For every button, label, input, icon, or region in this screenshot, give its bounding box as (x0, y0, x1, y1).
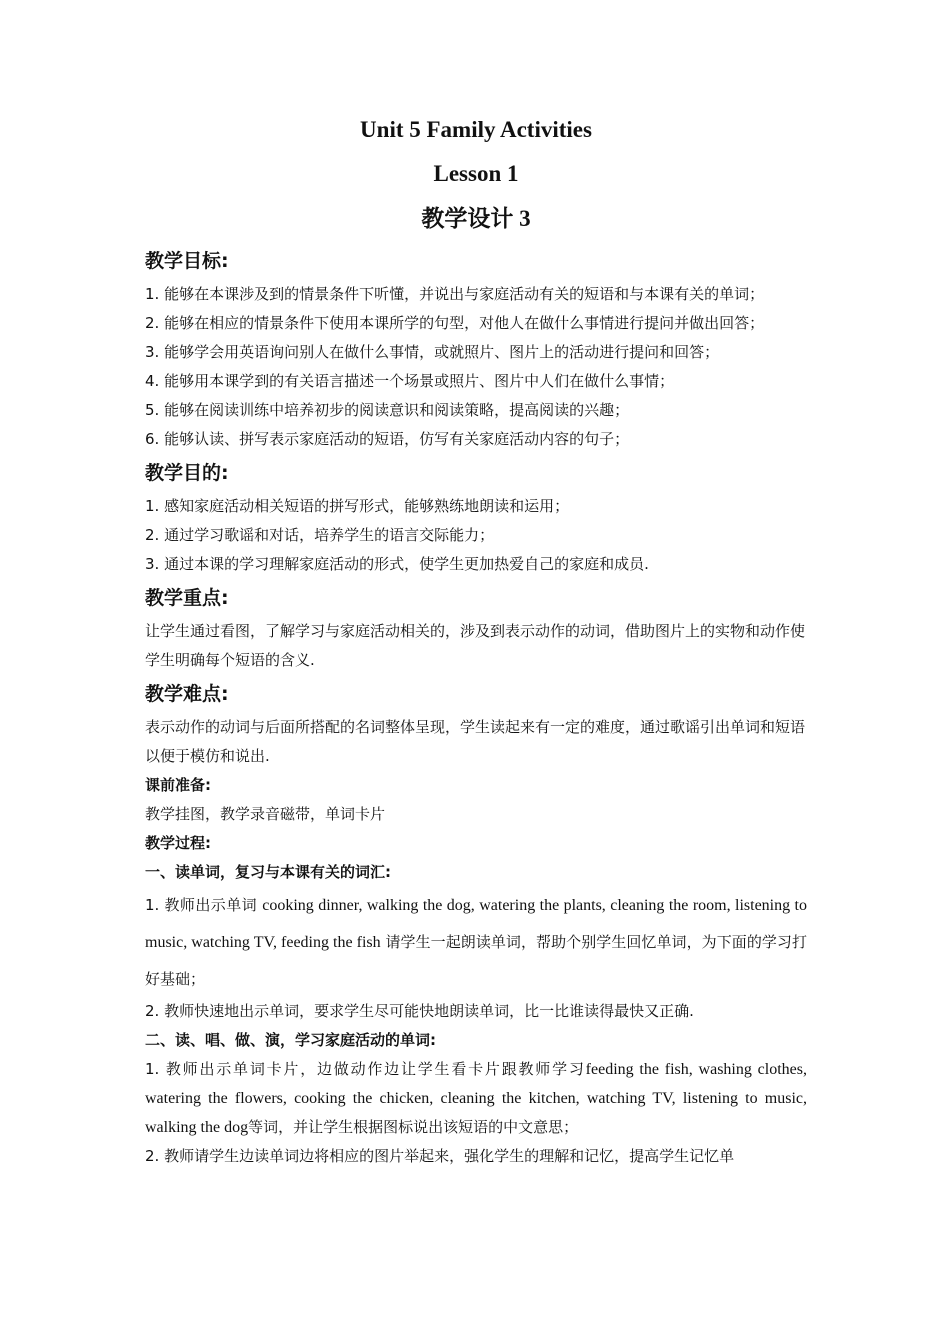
step1-heading: 一、读单词，复习与本课有关的词汇: (145, 863, 392, 881)
goal-item: 6. 能够认读、拼写表示家庭活动的短语，仿写有关家庭活动内容的句子； (145, 430, 630, 448)
goals-heading: 教学目标: (145, 250, 229, 272)
step1-item (145, 887, 807, 997)
step1-item1-prefix: 1. 教师出示单词 (145, 896, 263, 914)
step1-item1-suffix: 请学生一起朗读单词，帮助个别学生回忆单词，为下面的学习打好基础； (145, 933, 807, 988)
goal-item: 4. 能够用本课学到的有关语言描述一个场景或照片、图片中人们在做什么事情； (145, 372, 675, 390)
goal-item: 5. 能够在阅读训练中培养初步的阅读意识和阅读策略，提高阅读的兴趣； (145, 401, 630, 419)
goal-item: 3. 能够学会用英语询问别人在做什么事情，或就照片、图片上的活动进行提问和回答； (145, 343, 720, 361)
purposes-heading: 教学目的: (145, 462, 229, 484)
purpose-item: 3. 通过本课的学习理解家庭活动的形式，使学生更加热爱自己的家庭和成员. (145, 555, 649, 573)
key-points-heading: 教学重点: (145, 587, 229, 609)
step2-item1-prefix: 1. 教师出示单词卡片，边做动作边让学生看卡片跟教师学习 (145, 1060, 586, 1078)
step2-item: 2. 教师请学生边读单词边将相应的图片举起来，强化学生的理解和记忆，提高学生记忆单 (145, 1147, 735, 1165)
process-section (145, 829, 807, 1171)
step1-item: 2. 教师快速地出示单词，要求学生尽可能快地朗读单词，比一比谁读得最快又正确. (145, 1002, 694, 1020)
purposes-section (145, 454, 807, 579)
key-points-text: 让学生通过看图，了解学习与家庭活动相关的，涉及到表示动作的动词，借助图片上的实物和动作使学生明确每个短语的含义. (145, 622, 806, 669)
design-title: 教学设计 3 (421, 206, 531, 231)
purpose-item: 2. 通过学习歌谣和对话，培养学生的语言交际能力； (145, 526, 495, 544)
lesson-title: Lesson 1 (433, 161, 519, 186)
step2-item (145, 1055, 807, 1142)
step2-heading: 二、读、唱、做、演，学习家庭活动的单词: (145, 1031, 437, 1049)
step2-item1-words: feeding the fish, washing clothes, watering the flowers, cooking the chicken, cleaning the kitchen, watching TV, listening to music, walking the dog (145, 1061, 807, 1136)
preparation-section (145, 771, 807, 829)
purpose-item: 1. 感知家庭活动相关短语的拼写形式，能够熟练地朗读和运用； (145, 497, 570, 515)
goal-item: 1. 能够在本课涉及到的情景条件下听懂，并说出与家庭活动有关的短语和与本课有关的单词； (145, 285, 765, 303)
goal-item: 2. 能够在相应的情景条件下使用本课所学的句型，对他人在做什么事情进行提问并做出回答； (145, 314, 765, 332)
preparation-heading: 课前准备: (145, 776, 211, 794)
process-heading: 教学过程: (145, 834, 211, 852)
difficulties-heading: 教学难点: (145, 683, 229, 705)
step1-item1-words: cooking dinner, walking the dog, watering the plants, cleaning the room, listening to music, watching TV, feeding the fish (145, 897, 807, 951)
document-page (145, 108, 807, 1171)
step2-item1-suffix: 等词，并让学生根据图标说出该短语的中文意思； (248, 1118, 579, 1136)
difficulties-section (145, 675, 807, 771)
goals-section (145, 242, 807, 454)
document-title: Unit 5 Family Activities (360, 117, 592, 142)
difficulties-text: 表示动作的动词与后面所搭配的名词整体呈现，学生读起来有一定的难度，通过歌谣引出单词和短语以便于模仿和说出. (145, 718, 806, 765)
preparation-text: 教学挂图，教学录音磁带，单词卡片 (145, 805, 386, 823)
key-points-section (145, 579, 807, 675)
